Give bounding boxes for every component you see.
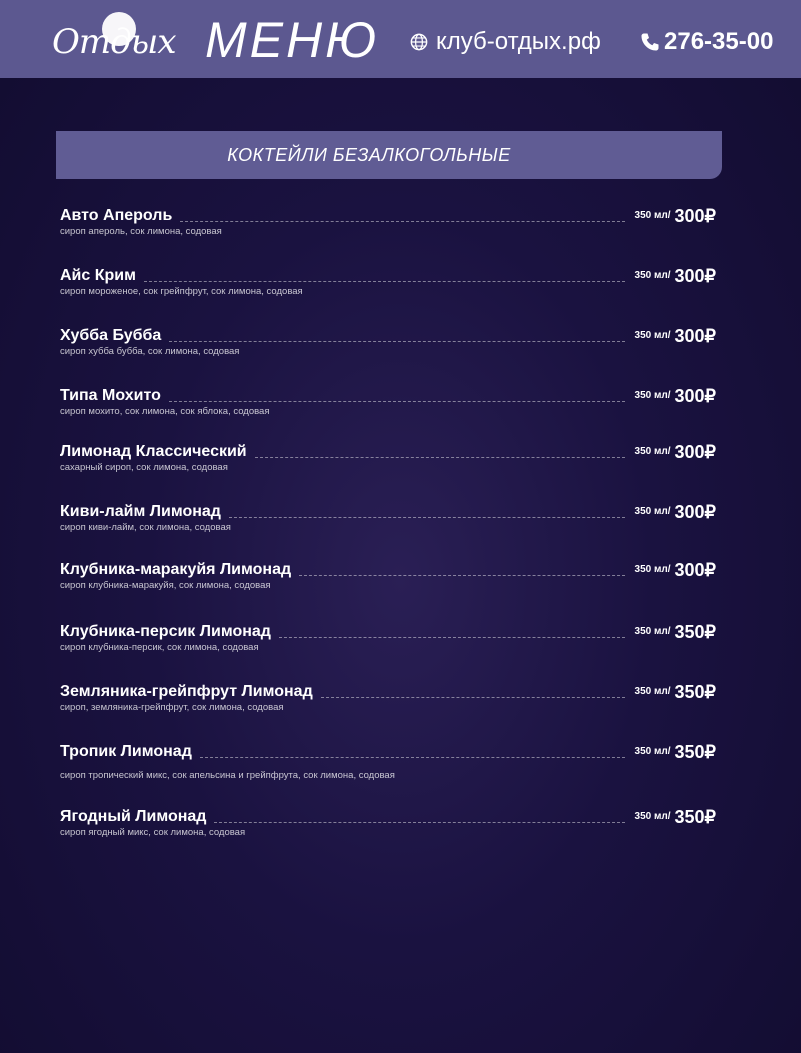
item-name: Клубника-персик Лимонад bbox=[60, 623, 271, 640]
item-volume: 350 мл/ bbox=[634, 686, 671, 697]
dotted-leader bbox=[299, 574, 624, 576]
item-description: сироп, земляника-грейпфрут, сок лимона, содовая bbox=[60, 702, 284, 713]
dotted-leader bbox=[229, 516, 625, 518]
item-description: сироп апероль, сок лимона, содовая bbox=[60, 226, 222, 237]
menu-item bbox=[60, 206, 716, 246]
menu-item-row bbox=[60, 742, 716, 762]
menu-item bbox=[60, 622, 716, 662]
item-price: 350₽ bbox=[674, 622, 716, 642]
logo-text: Отдых bbox=[52, 22, 176, 62]
site-link[interactable] bbox=[410, 26, 601, 58]
dotted-leader bbox=[279, 636, 625, 638]
menu-item-row bbox=[60, 442, 716, 462]
item-price: 350₽ bbox=[674, 807, 716, 827]
section-title: КОКТЕЙЛИ БЕЗАЛКОГОЛЬНЫЕ bbox=[227, 144, 511, 165]
item-price: 300₽ bbox=[674, 502, 716, 522]
menu-item-row bbox=[60, 682, 716, 702]
item-description: сироп клубника-маракуйя, сок лимона, содовая bbox=[60, 580, 271, 591]
item-name: Тропик Лимонад bbox=[60, 743, 192, 760]
item-name: Клубника-маракуйя Лимонад bbox=[60, 561, 292, 578]
menu-item bbox=[60, 502, 716, 542]
menu-item-row bbox=[60, 386, 716, 406]
menu-item bbox=[60, 386, 716, 426]
menu-item bbox=[60, 326, 716, 366]
phone-link[interactable] bbox=[640, 26, 773, 58]
item-price: 300₽ bbox=[674, 386, 716, 406]
item-volume: 350 мл/ bbox=[634, 390, 671, 401]
item-name: Айс Крим bbox=[60, 267, 136, 284]
menu-item-row bbox=[60, 266, 716, 286]
menu-item-row bbox=[60, 206, 716, 226]
item-price: 300₽ bbox=[674, 326, 716, 346]
item-description: сироп киви-лайм, сок лимона, содовая bbox=[60, 522, 231, 533]
item-price: 300₽ bbox=[674, 266, 716, 286]
dotted-leader bbox=[255, 456, 625, 458]
phone-icon bbox=[640, 32, 660, 52]
dotted-leader bbox=[214, 821, 624, 823]
page-title: МЕНЮ bbox=[205, 12, 380, 68]
item-description: сироп хубба бубба, сок лимона, содовая bbox=[60, 346, 240, 357]
item-name: Лимонад Классический bbox=[60, 443, 247, 460]
dotted-leader bbox=[200, 756, 625, 758]
dotted-leader bbox=[169, 340, 624, 342]
item-name: Ягодный Лимонад bbox=[60, 808, 207, 825]
menu-item bbox=[60, 807, 716, 847]
item-volume: 350 мл/ bbox=[634, 746, 671, 757]
item-description: сироп клубника-персик, сок лимона, содовая bbox=[60, 642, 259, 653]
item-price: 350₽ bbox=[674, 742, 716, 762]
globe-icon bbox=[410, 33, 428, 51]
item-volume: 350 мл/ bbox=[634, 210, 671, 221]
item-name: Киви-лайм Лимонад bbox=[60, 503, 221, 520]
item-description: сироп тропический микс, сок апельсина и грейпфрута, сок лимона, содовая bbox=[60, 770, 395, 781]
menu-item-row bbox=[60, 622, 716, 642]
item-price: 350₽ bbox=[674, 682, 716, 702]
item-price: 300₽ bbox=[674, 442, 716, 462]
item-name: Авто Апероль bbox=[60, 207, 173, 224]
item-description: сироп мохито, сок лимона, сок яблока, содовая bbox=[60, 406, 270, 417]
item-name: Хубба Бубба bbox=[60, 327, 162, 344]
menu-item bbox=[60, 266, 716, 306]
menu-item bbox=[60, 560, 716, 600]
dotted-leader bbox=[144, 280, 625, 282]
menu-item bbox=[60, 742, 716, 782]
menu-item bbox=[60, 682, 716, 722]
logo[interactable] bbox=[52, 16, 174, 68]
item-price: 300₽ bbox=[674, 560, 716, 580]
header-bar bbox=[0, 0, 801, 78]
item-volume: 350 мл/ bbox=[634, 506, 671, 517]
dotted-leader bbox=[169, 400, 625, 402]
section-header bbox=[56, 131, 722, 179]
item-description: сироп мороженое, сок грейпфрут, сок лимона, содовая bbox=[60, 286, 303, 297]
item-price: 300₽ bbox=[674, 206, 716, 226]
item-volume: 350 мл/ bbox=[634, 564, 671, 575]
dotted-leader bbox=[321, 696, 625, 698]
item-description: сироп ягодный микс, сок лимона, содовая bbox=[60, 827, 246, 838]
menu-item bbox=[60, 442, 716, 482]
phone-number: 276-35-00 bbox=[664, 28, 774, 55]
item-volume: 350 мл/ bbox=[634, 446, 671, 457]
site-text: клуб-отдых.рф bbox=[436, 28, 601, 55]
item-name: Земляника-грейпфрут Лимонад bbox=[60, 683, 313, 700]
menu-item-row bbox=[60, 560, 716, 580]
item-volume: 350 мл/ bbox=[634, 270, 671, 281]
item-volume: 350 мл/ bbox=[634, 626, 671, 637]
item-description: сахарный сироп, сок лимона, содовая bbox=[60, 462, 228, 473]
dotted-leader bbox=[180, 220, 624, 222]
item-volume: 350 мл/ bbox=[634, 811, 671, 822]
menu-item-row bbox=[60, 326, 716, 346]
item-name: Типа Мохито bbox=[60, 387, 161, 404]
menu-item-row bbox=[60, 502, 716, 522]
menu-item-row bbox=[60, 807, 716, 827]
item-volume: 350 мл/ bbox=[634, 330, 671, 341]
